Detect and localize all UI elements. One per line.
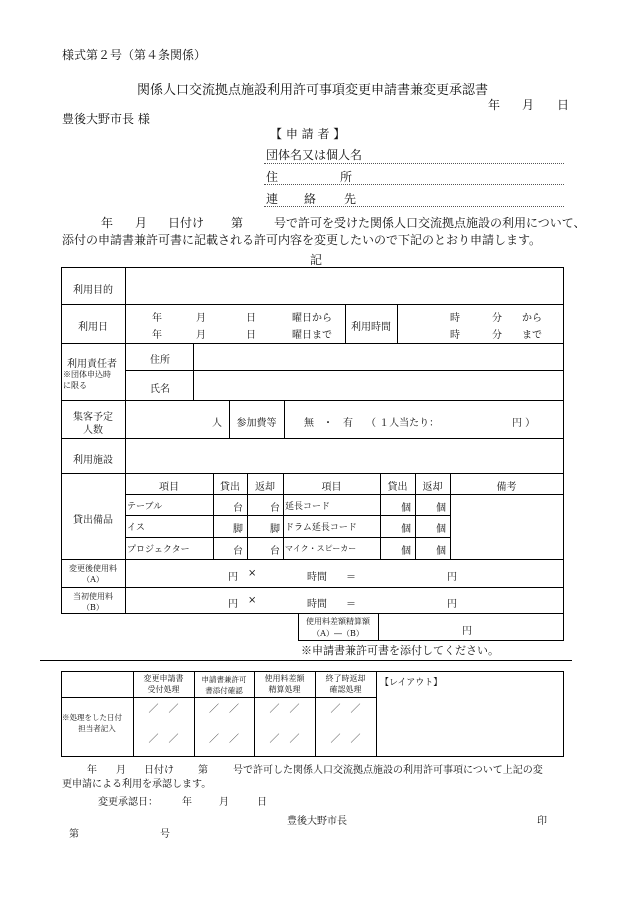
equipment-label: 貸出備品 [73,515,113,526]
address-label-a: 住 [266,170,279,184]
resp-label: 利用責任者 [67,359,117,370]
equip-unit: 台 [270,546,280,557]
approve-no: 第 [198,765,208,776]
fee-initial-label-2: （B） [82,603,104,612]
resp-note-2: に限る [63,381,87,390]
facility-label: 利用施設 [73,455,113,466]
office-header-4b: 確認処理 [329,685,362,694]
resp-name-field[interactable] [194,371,563,400]
equip-unit: 個 [401,503,411,514]
office-date-2a[interactable]: ／ ／ [209,704,239,715]
office-date-4b[interactable]: ／ ／ [330,734,361,745]
seal-mark: 印 [537,816,547,827]
contact-label-a: 連 [266,192,279,206]
facility-field[interactable] [126,439,563,473]
equip-header-item1: 項目 [159,482,179,493]
equip-item-chair: イス [127,523,145,533]
office-row-label: ※処理をした日付 [62,713,122,722]
body-line1: 号で許可を受けた関係人口交流拠点施設の利用について、 [274,216,586,230]
equip-unit: 台 [233,546,243,557]
equip-unit: 台 [270,503,280,514]
fee-initial-yen: 円 [228,599,238,610]
office-row-label-2: 担当者記入 [78,724,116,733]
diff-yen: 円 [462,626,472,637]
resp-name-label: 氏名 [150,384,170,395]
contact-label-c: 先 [344,192,357,206]
equip-item-projector: プロジェクター [127,545,190,555]
office-header-1: 変更申請書 [143,674,184,683]
approve-line1: 号で許可した関係人口交流拠点施設の利用許可事項について上記の変 [233,765,543,776]
fee-after-times: × [248,568,257,579]
time-to-min: 分 [492,330,502,341]
fee-after-equals: ＝ [346,572,356,583]
address-field[interactable] [264,184,564,185]
approve-date-day: 日 [257,797,267,808]
attach-note: ※申請書兼許可書を添付してください。 [301,644,499,657]
applicant-heading: 【 申 請 者 】 [270,127,346,141]
equip-item-drum: ドラム延長コード [285,523,357,533]
date-from-year: 年 [152,313,162,324]
mayor-signature: 豊後大野市長 [287,816,347,827]
approve-date-label: 変更承認日： [98,797,158,808]
fee-after-hours: 時間 [307,572,327,583]
equip-unit: 個 [436,503,446,514]
equip-header-item2: 項目 [321,482,342,493]
date-to-year: 年 [152,330,162,341]
approval-no-label: 第 [69,829,79,840]
contact-label-b: 絡 [304,192,317,206]
equip-item-mic: マイク・スピーカー [285,544,357,553]
office-date-4a[interactable]: ／ ／ [330,704,361,715]
date-month: 月 [522,98,535,112]
fee-initial-label: 当初使用料 [73,592,113,601]
fee-after-total-yen: 円 [447,572,457,583]
visitors-label: 集客予定 [73,412,113,423]
contact-field[interactable] [264,206,564,207]
equip-unit: 個 [401,524,411,535]
address-label-b: 所 [340,170,353,184]
body-line2: 添付の申請書兼許可書に記載される許可内容を変更したいので下記のとおり申請します。 [62,233,542,247]
equip-header-lend1: 貸出 [220,482,240,493]
approval-no-suffix: 号 [160,829,170,840]
body-no: 第 [231,216,244,230]
approve-month: 月 [116,765,126,776]
page-title: 関係人口交流拠点施設利用許可事項変更申請書兼変更承認書 [137,83,489,98]
ki-label: 記 [310,253,323,267]
layout-label: 【レイアウト】 [380,678,443,688]
org-name-field[interactable] [264,163,564,164]
fee-after-label-2: （A） [82,575,104,584]
approve-line2: 更申請による利用を承認します。 [62,779,212,790]
form-number: 様式第２号（第４条関係） [62,48,207,62]
equip-header-lend2: 貸出 [387,482,408,493]
equip-item-extension: 延長コード [285,502,331,512]
purpose-field[interactable] [126,268,563,304]
approve-date-year: 年 [182,797,192,808]
time-label: 利用時間 [351,322,391,333]
equip-unit: 脚 [270,524,280,535]
addressee: 豊後大野市長 様 [62,112,150,126]
time-from-min: 分 [492,313,502,324]
office-header-3b: 精算処理 [268,685,301,694]
fee-per-person: （ １人当たり： [366,418,440,429]
approve-day: 日付け [144,765,174,776]
date-day: 日 [557,98,570,112]
office-header-2: 申請書兼許可 [201,675,247,684]
fee-label: 参加費等 [236,418,277,429]
section-divider [40,660,572,661]
office-header-1b: 受付処理 [147,685,180,694]
date-from-day: 日 [246,313,256,324]
approve-date-month: 月 [219,797,229,808]
body-year: 年 [101,216,114,230]
office-date-1a[interactable]: ／ ／ [148,704,179,715]
time-from-hour: 時 [450,313,460,324]
weekday-from: 曜日から [292,313,332,324]
equip-unit: 個 [401,546,411,557]
office-header-3: 使用料差額 [264,674,305,683]
equip-header-remarks: 備考 [496,482,517,493]
fee-initial-equals: ＝ [346,599,356,610]
fee-yes-option[interactable]: 有 [343,418,353,429]
approve-year: 年 [87,765,97,776]
date-from-month: 月 [196,313,206,324]
equip-unit: 個 [436,546,446,557]
office-date-1b[interactable]: ／ ／ [148,734,179,745]
time-to-suffix: まで [522,330,542,341]
fee-none-option[interactable]: 無 [304,418,314,429]
office-date-3a[interactable]: ／ ／ [269,704,300,715]
office-header-2b: 書添付確認 [205,686,243,695]
equip-header-return1: 返却 [255,482,275,493]
body-month: 月 [135,216,148,230]
equip-item-table: テーブル [127,502,163,512]
fee-separator: ・ [323,418,333,429]
fee-initial-total-yen: 円 [447,599,457,610]
weekday-to: 曜日まで [292,330,332,341]
body-day: 日付け [168,216,205,230]
fee-after-yen: 円 [228,572,238,583]
fee-after-label: 変更後使用料 [69,564,117,573]
org-name-label: 団体名又は個人名 [266,148,363,162]
time-from-suffix: から [522,313,542,324]
equip-unit: 個 [436,524,446,535]
fee-yen: 円 ） [512,418,536,429]
visitors-label-2: 人数 [83,425,103,436]
purpose-label: 利用目的 [73,285,113,296]
resp-note-1: ※団体申込時 [63,370,111,379]
fee-initial-hours: 時間 [307,599,327,610]
date-label: 利用日 [78,322,108,333]
equip-unit: 脚 [233,524,243,535]
date-to-day: 日 [246,330,256,341]
persons-unit: 人 [212,418,222,429]
office-header-4: 終了時返却 [325,674,366,683]
equip-unit: 台 [233,503,243,514]
date-year: 年 [488,98,501,112]
fee-initial-times: × [248,595,257,606]
resp-address-field[interactable] [194,344,563,370]
date-to-month: 月 [196,330,206,341]
office-date-2b[interactable]: ／ ／ [209,734,239,745]
time-to-hour: 時 [450,330,460,341]
diff-label-2: （A）―（B） [312,629,364,638]
resp-address-label: 住所 [150,355,170,366]
diff-label: 使用料差額精算額 [306,617,370,626]
office-date-3b[interactable]: ／ ／ [269,734,300,745]
equip-header-return2: 返却 [422,482,443,493]
